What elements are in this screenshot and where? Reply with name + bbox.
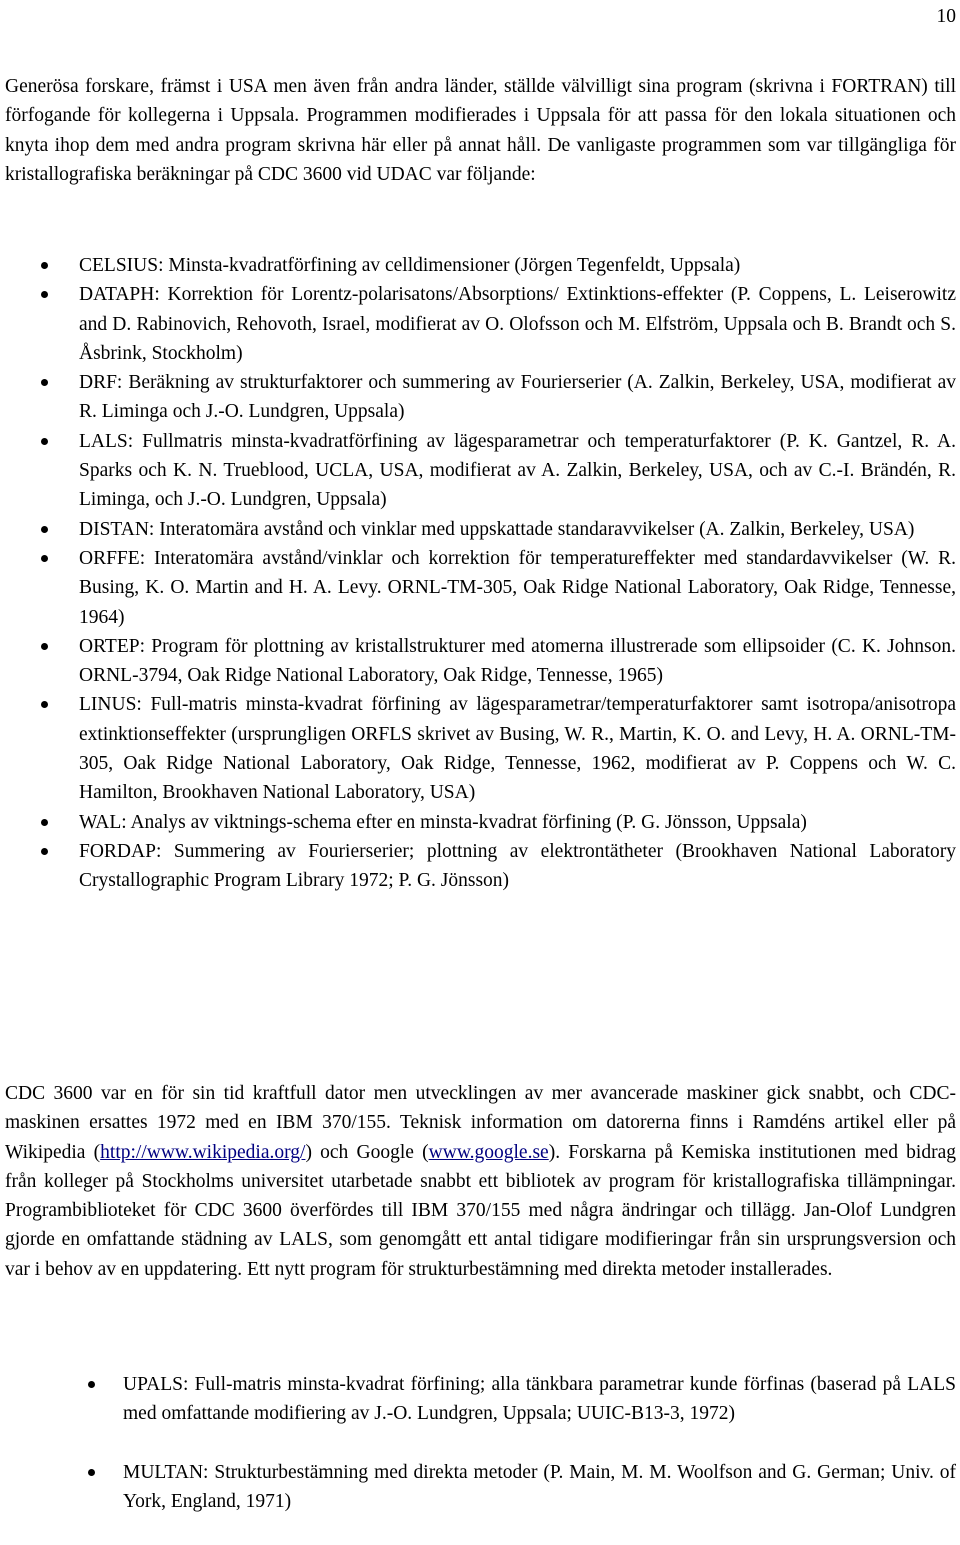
list-item: ORTEP: Program för plottning av kristallstrukturer med atomerna illustrerade som ellipsoider (C. K. Johnson. ORNL-3794, Oak Ridge National Laboratory, Oak Ridge, Tennesse, 1965) [0,632,956,691]
bullet-icon [41,438,48,445]
list-item: MULTAN: Strukturbestämning med direkta metoder (P. Main, M. M. Woolfson and G. German; Univ. of York, England, 1971) [0,1458,956,1517]
list-item: DRF: Beräkning av strukturfaktorer och summering av Fourierserier (A. Zalkin, Berkeley, USA, modifierat av R. Liminga och J.-O. Lundgren, Uppsala) [0,368,956,427]
bullet-icon [41,379,48,386]
wikipedia-link[interactable]: http://www.wikipedia.org/ [100,1141,306,1163]
bullet-icon [41,555,48,562]
intro-paragraph: Generösa forskare, främst i USA men även från andra länder, ställde välvilligt sina program (skrivna i FORTRAN) till förfogande för kollegerna i Uppsala. Programmen modifierades i Uppsala för att passa för den lokala situationen och knyta ihop dem med andra program skrivna här eller på annat håll. De vanligaste programmen som var tillgängliga för kristallografiska beräkningar på CDC 3600 vid UDAC var följande: [5,76,956,185]
bullet-icon [41,262,48,269]
list-item: WAL: Analys av viktnings-schema efter en minsta-kvadrat förfining (P. G. Jönsson, Uppsala) [0,808,956,837]
program-list-ibm [0,1370,956,1545]
list-item: DATAPH: Korrektion för Lorentz-polarisatons/Absorptions/ Extinktions-effekter (P. Coppens, L. Leiserowitz and D. Rabinovich, Rehovoth, Israel, modifierat av O. Olofsson och M. Elfström, Uppsala och B. Brandt och S. Åsbrink, Stockholm) [0,280,956,368]
list-item: UPALS: Full-matris minsta-kvadrat förfining; alla tänkbara parametrar kunde förfinas (baserad på LALS med omfattande modifiering av J.-O. Lundgren, Uppsala; UUIC-B13-3, 1972) [0,1370,956,1429]
bullet-icon [41,701,48,708]
bullet-icon [41,291,48,298]
bullet-icon [41,848,48,855]
list-item: LINUS: Full-matris minsta-kvadrat förfining av lägesparametrar/temperaturfaktorer samt isotropa/anisotropa extinktionseffekter (ursprungligen ORFLS skrivet av Busing, W. R., Martin, K. O. and Levy, H. A. ORNL-TM-305, Oak Ridge National Laboratory, Oak Ridge, Tennesse, 1962, modifierat av P. Coppens och W. C. Hamilton, Brookhaven National Laboratory, USA) [0,690,956,807]
computer-history-paragraph: CDC 3600 var en för sin tid kraftfull dator men utvecklingen av mer avancerade maskiner gick snabbt, och CDC-maskinen ersattes 1972 med en IBM 370/155. Teknisk information om datorerna finns i Ramdéns artikel eller på Wikipedia (http://www.wikipedia.org/) och Google (www.google.se). Forskarna på Kemiska institutionen med bidrag från kolleger på Stockholms universitet utarbetade snabbt ett bibliotek av program för kristallografiska tillämpningar. Programbiblioteket för CDC 3600 överfördes till IBM 370/155 med några ändringar och tillägg. Jan-Olof Lundgren gjorde en omfattande städning av LALS, som genomgått ett antal tidigare modifieringar från sin ursprungsversion och var i behov av en uppdatering. Ett nytt program för strukturbestämning med direkta metoder installerades. [5,1083,956,1280]
bullet-icon [41,526,48,533]
bullet-icon [88,1381,95,1388]
list-item: CELSIUS: Minsta-kvadratförfining av celldimensioner (Jörgen Tegenfeldt, Uppsala) [0,251,956,280]
google-link[interactable]: www.google.se [428,1141,549,1163]
bullet-icon [88,1469,95,1476]
program-list-cdc [0,251,956,896]
page-number: 10 [936,6,956,27]
list-item: FORDAP: Summering av Fourierserier; plottning av elektrontätheter (Brookhaven National Laboratory Crystallographic Program Library 1972; P. G. Jönsson) [0,837,956,896]
bullet-icon [41,819,48,826]
bullet-icon [41,643,48,650]
list-item: LALS: Fullmatris minsta-kvadratförfining av lägesparametrar och temperaturfaktorer (P. K. Gantzel, R. A. Sparks och K. N. Trueblood, UCLA, USA, modifierat av A. Zalkin, Berkeley, USA, och av C.-I. Brändén, R. Liminga, och J.-O. Lundgren, Uppsala) [0,427,956,515]
list-item: DISTAN: Interatomära avstånd och vinklar med uppskattade standaravvikelser (A. Zalkin, Berkeley, USA) [0,515,956,544]
list-item: ORFFE: Interatomära avstånd/vinklar och korrektion för temperatureffekter med standardavvikelser (W. R. Busing, K. O. Martin and H. A. Levy. ORNL-TM-305, Oak Ridge National Laboratory, Oak Ridge, Tennesse, 1964) [0,544,956,632]
